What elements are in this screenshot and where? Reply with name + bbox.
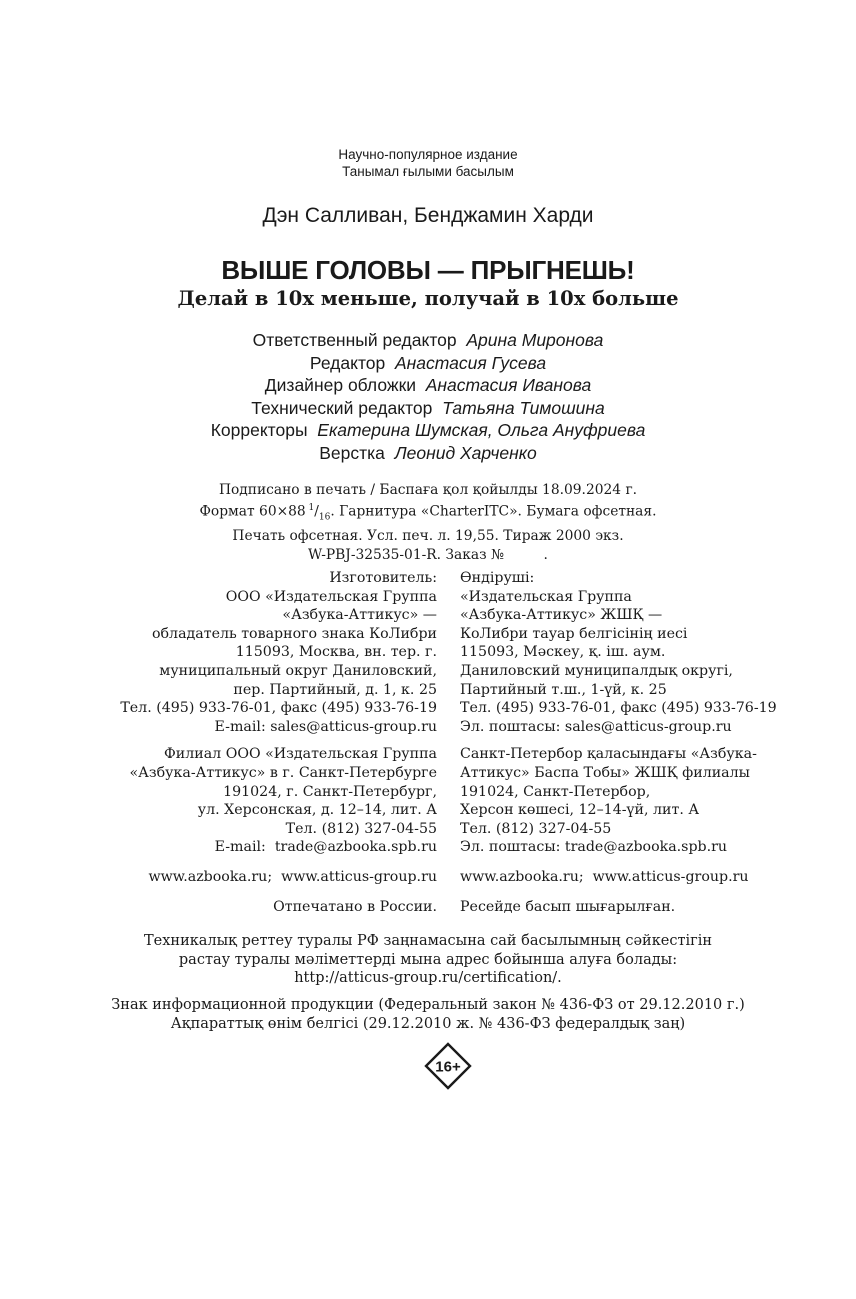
edition-type-kz: Танымал ғылыми басылым [342,164,514,179]
branch-kz-line: Аттикус» Баспа Тобы» ЖШҚ филиалы [460,764,750,781]
manufacturer-kz-line: КоЛибри тауар белгісінің иесі [460,625,688,642]
print-info [0,481,856,564]
book-subtitle: Делай в 10х меньше, получай в 10х больше [177,287,679,310]
certification-line: Техникалық реттеу туралы РФ заңнамасына сай басылымның сәйкестігін [143,933,713,949]
format-fraction-den: 16 [318,512,331,523]
manufacturer-ru-line: Изготовитель: [329,570,437,586]
credit-person: Анастасия Гусева [395,352,547,373]
manufacturer-ru-line: ООО «Издательская Группа [225,588,437,605]
manufacturer-ru-line: пер. Партийный, д. 1, к. 25 [233,681,437,698]
credit-line [0,329,856,352]
credit-role: Редактор [309,352,386,373]
branch-ru-line: Тел. (812) 327-04-55 [285,820,437,837]
manufacturer-ru-line: Тел. (495) 933-76-01, факс (495) 933-76-19 [120,700,437,717]
credit-person: Арина Миронова [466,330,604,350]
format-prefix: Формат 60×88 [199,504,306,520]
branch-ru-line: ул. Херсонская, д. 12–14, лит. А [197,802,437,819]
age-rating-label: 16+ [435,1058,461,1076]
branch-kz-line: Херсон көшесі, 12–14-үй, лит. А [460,802,700,819]
manufacturer-ru-email: E-mail: sales@atticus-group.ru [214,718,437,735]
credit-person: Татьяна Тимошина [442,397,605,418]
websites-kz: www.azbooka.ru; www.atticus-group.ru [460,868,749,885]
manufacturer-ru-line: муниципальный округ Даниловский, [159,662,437,679]
manufacturer-kz [460,569,850,916]
manufacturer-kz-line: Тел. (495) 933-76-01, факс (495) 933-76-19 [460,700,777,717]
format-fraction-num: 1 [308,503,315,514]
credit-line [0,419,856,442]
branch-kz-email: Эл. поштасы: trade@azbooka.spb.ru [460,839,728,856]
manufacturer-kz-line: Даниловский муниципалдық округі, [460,662,733,679]
order-line: W-PBJ-32535-01-R. Заказ № . [308,546,548,563]
certification-note [0,932,856,988]
credit-role: Корректоры [210,420,308,441]
branch-ru-line: «Азбука-Аттикус» в г. Санкт-Петербурге [129,764,437,781]
age-rating-badge [424,1042,472,1090]
manufacturer-kz-line: 115093, Мәскеу, қ. іш. аум. [460,644,666,661]
info-product-ru: Знак информационной продукции (Федеральный закон № 436-ФЗ от 29.12.2010 г.) [111,997,745,1013]
credit-person: Анастасия Иванова [425,375,592,396]
credit-person: Екатерина Шумская, Ольга Ануфриева [317,420,646,441]
info-product-kz: Ақпараттық өнім белгісі (29.12.2010 ж. № 436-ФЗ федералдық заң) [170,1015,686,1032]
credit-line [0,442,856,465]
printed-in-kz: Ресейде басып шығарылған. [460,898,676,915]
branch-kz-line: 191024, Санкт-Петербор, [460,783,651,800]
manufacturer-ru-line: обладатель товарного знака КоЛибри [151,625,437,642]
manufacturer-ru-line: «Азбука-Аттикус» — [282,607,437,624]
credit-role: Верстка [319,442,385,463]
credit-role: Технический редактор [251,397,433,418]
manufacturer-kz-line: Өндіруші: [460,570,535,586]
credit-line [0,352,856,375]
branch-kz-line: Тел. (812) 327-04-55 [460,820,612,837]
certification-line: растау туралы мәліметтерді мына адрес бойынша алуға болады: [178,951,678,968]
manufacturer-ru-line: 115093, Москва, вн. тер. г. [235,644,437,661]
credit-role: Ответственный редактор [252,330,457,350]
signed-line: Подписано в печать / Баспаға қол қойылды 18.09.2024 г. [218,482,638,498]
branch-ru-line: 191024, г. Санкт-Петербург, [223,783,437,800]
credits-list [0,329,856,465]
edition-type-ru: Научно-популярное издание [338,147,518,162]
printed-in-ru: Отпечатано в России. [273,898,437,915]
websites-ru: www.azbooka.ru; www.atticus-group.ru [148,868,437,885]
credit-person: Леонид Харченко [394,442,537,463]
branch-ru-email: E-mail: trade@azbooka.spb.ru [214,839,437,856]
book-authors: Дэн Салливан, Бенджамин Харди [262,204,594,227]
edition-type [0,146,856,180]
credit-line [0,374,856,397]
book-title: ВЫШЕ ГОЛОВЫ — ПРЫГНЕШЬ! [221,255,635,285]
format-line: Формат 60×88 $^1/_{16}$. Гарнитура «CharterITC». Бумага офсетная. [199,503,657,523]
format-suffix: . Гарнитура «CharterITC». Бумага офсетная. [330,504,657,520]
manufacturer-kz-line: «Издательская Группа [460,588,632,605]
credit-line [0,397,856,420]
info-product-sign [0,996,856,1033]
manufacturer-ru [0,569,437,916]
branch-kz-line: Санкт-Петербор қаласындағы «Азбука- [460,746,757,763]
certification-url: http://atticus-group.ru/certification/. [294,970,562,987]
manufacturer-kz-line: Партийный т.ш., 1-үй, к. 25 [460,681,667,698]
credit-role: Дизайнер обложки [264,375,416,396]
branch-ru-line: Филиал ООО «Издательская Группа [164,746,437,763]
print-line: Печать офсетная. Усл. печ. л. 19,55. Тираж 2000 экз. [232,528,624,545]
manufacturer-kz-email: Эл. поштасы: sales@atticus-group.ru [460,718,732,735]
manufacturer-kz-line: «Азбука-Аттикус» ЖШҚ — [460,607,663,624]
